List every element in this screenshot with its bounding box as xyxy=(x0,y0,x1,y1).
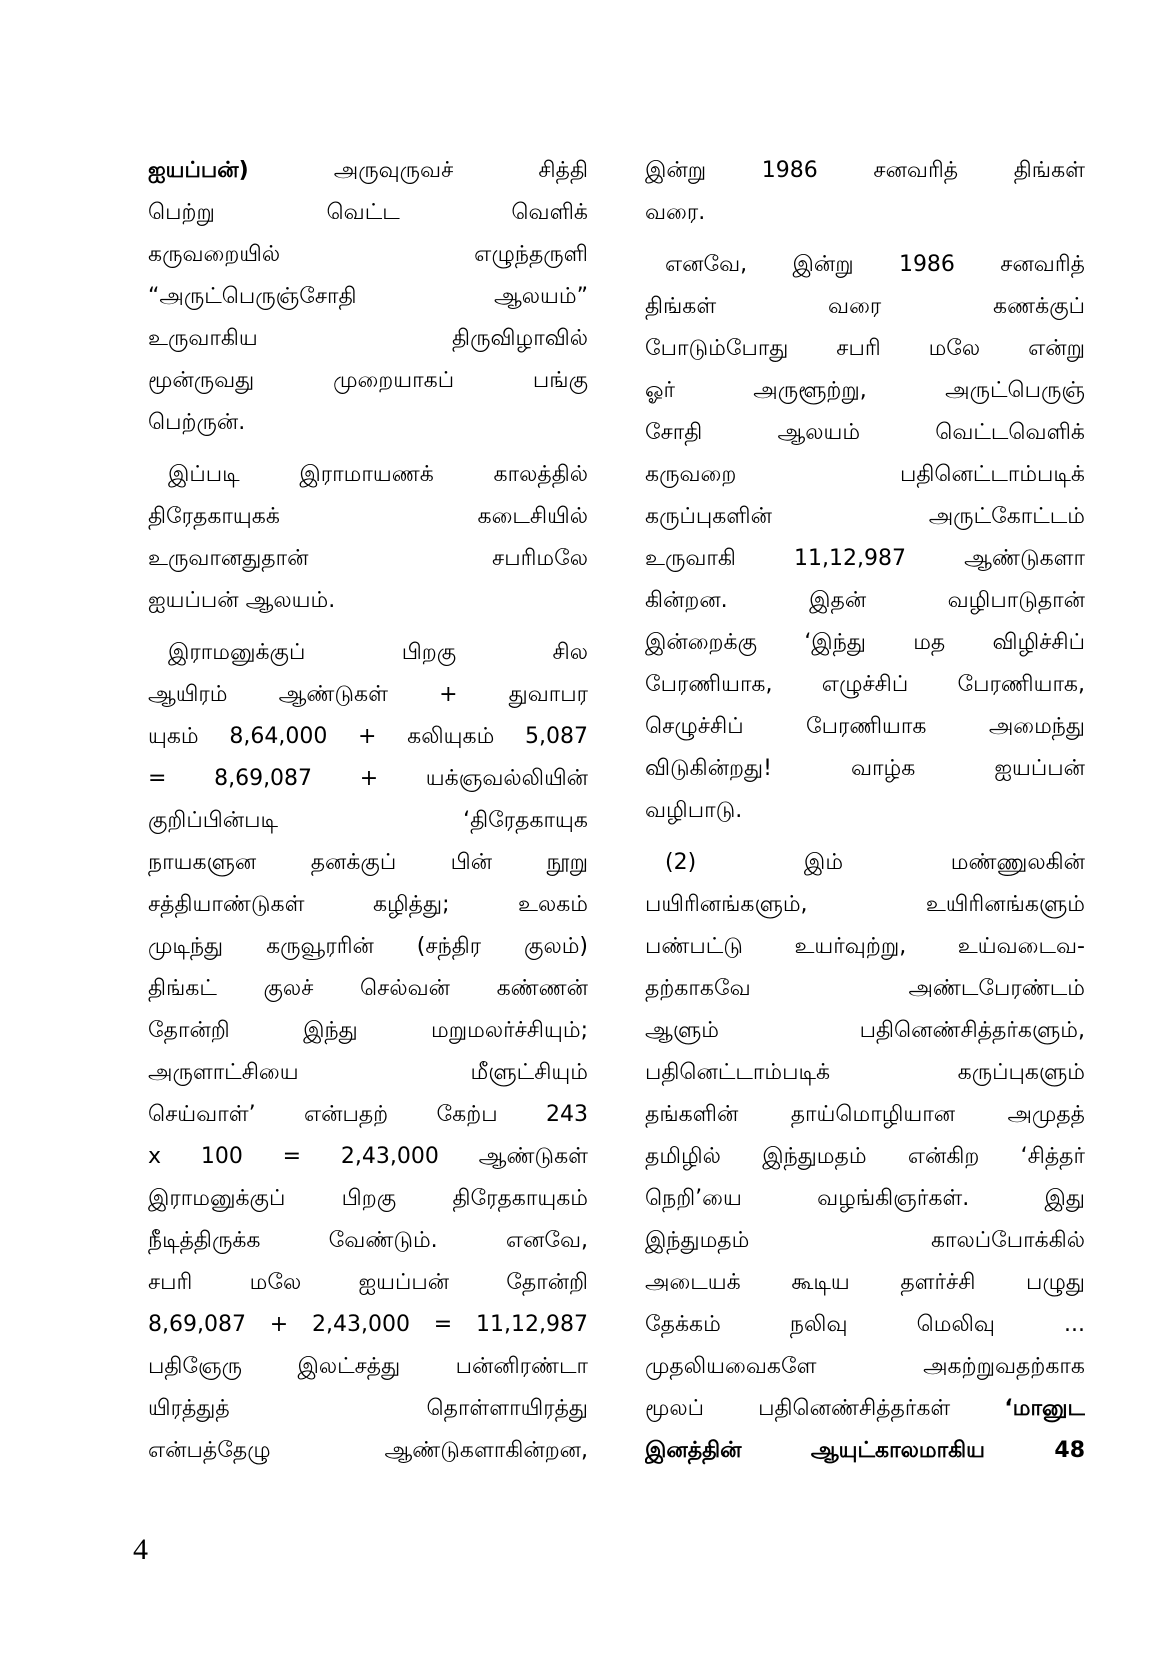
text-line: இனத்தின் ஆயுட்காலமாகிய 48 xyxy=(645,1438,1085,1463)
paragraph xyxy=(645,150,1085,234)
text-line: கின்றன. இதன் வழிபாடுதான் xyxy=(645,588,1085,613)
text-line: அருளாட்சியை மீளுட்சியும் xyxy=(148,1060,588,1085)
right-column xyxy=(645,150,1085,1472)
text-line: பெற்று வெட்ட வெளிக் xyxy=(148,200,588,225)
text-line xyxy=(645,1388,1085,1430)
text-line: திங்கள் வரை கணக்குப் xyxy=(645,294,1085,319)
text-line: நீடித்திருக்க வேண்டும். எனவே, xyxy=(148,1228,588,1253)
text-line: யிரத்துத் தொள்ளாயிரத்து xyxy=(148,1396,588,1421)
text-line: விடுகின்றது! வாழ்க ஐயப்பன் xyxy=(645,756,1085,781)
text-line: யுகம் 8,64,000 + கலியுகம் 5,087 xyxy=(148,724,588,749)
text-line: என்பத்தேழு ஆண்டுகளாகின்றன, xyxy=(148,1438,588,1463)
text-line: கருப்புகளின் அருட்கோட்டம் xyxy=(645,504,1085,529)
text-line: செய்வாள்’ என்பதற் கேற்ப 243 xyxy=(148,1102,588,1127)
text-line: இன்று 1986 சனவரித் திங்கள் xyxy=(645,158,1085,183)
text-line xyxy=(148,150,588,192)
text-line: மூன்ருவது முறையாகப் பங்கு xyxy=(148,368,588,393)
text-line: பதினெட்டாம்படிக் கருப்புகளும் xyxy=(645,1060,1085,1085)
text-line: குறிப்பின்படி ‘திரேதகாயுக xyxy=(148,808,588,833)
text-line: இராமனுக்குப் பிறகு சில xyxy=(168,640,588,665)
text-line: = 8,69,087 + யக்ஞவல்லியின் xyxy=(148,766,588,791)
bold-text: ‘மானுட xyxy=(1004,1396,1085,1421)
text-line: தங்களின் தாய்மொழியான அமுதத் xyxy=(645,1102,1085,1127)
text-line: இந்துமதம் காலப்போக்கில் xyxy=(645,1228,1085,1253)
text-line: (2) இம் மண்ணுலகின் xyxy=(665,850,1085,875)
text-line: கருவறையில் எழுந்தருளி xyxy=(148,242,588,267)
text-line: பெற்ருன். xyxy=(148,410,246,435)
text-line: நாயகளுன தனக்குப் பின் நூறு xyxy=(148,850,588,875)
text-line: தற்காகவே அண்டபேரண்டம் xyxy=(645,976,1085,1001)
text-line: கருவறை பதினெட்டாம்படிக் xyxy=(645,462,1085,487)
text-line: எனவே, இன்று 1986 சனவரித் xyxy=(665,252,1085,277)
text-line: செழுச்சிப் பேரணியாக அமைந்து xyxy=(645,714,1085,739)
text-line: வழிபாடு. xyxy=(645,798,743,823)
text-line: தோன்றி இந்து மறுமலர்ச்சியும்; xyxy=(148,1018,588,1043)
text-line: தேக்கம் நலிவு மெலிவு ... xyxy=(645,1312,1085,1337)
paragraph-gap xyxy=(148,622,588,632)
text-line: இப்படி இராமாயணக் காலத்தில் xyxy=(168,462,588,487)
text-line: பண்பட்டு உயர்வுற்று, உய்வடைவ- xyxy=(645,934,1085,959)
text-line: நெறி’யை வழங்கிஞர்கள். இது xyxy=(645,1186,1085,1211)
text-line: இன்றைக்கு ‘இந்து மத விழிச்சிப் xyxy=(645,630,1085,655)
paragraph xyxy=(148,150,588,444)
text-line: உருவானதுதான் சபரிமலே xyxy=(148,546,588,571)
text-line: தமிழில் இந்துமதம் என்கிற ‘சித்தர் xyxy=(645,1144,1085,1169)
paragraph xyxy=(148,632,588,1472)
text-line: 8,69,087 + 2,43,000 = 11,12,987 xyxy=(148,1312,588,1337)
text-line: வரை. xyxy=(645,200,706,225)
text-line: முடிந்து கருவூரரின் (சந்திர குலம்) xyxy=(148,934,588,959)
text-line: அடையக் கூடிய தளர்ச்சி பழுது xyxy=(645,1270,1085,1295)
text-line: பயிரினங்களும், உயிரினங்களும் xyxy=(645,892,1085,917)
text-line: திரேதகாயுகக் கடைசியில் xyxy=(148,504,588,529)
text-line: போடும்போது சபரி மலே என்று xyxy=(645,336,1085,361)
text-line: ஆளும் பதினெண்சித்தர்களும், xyxy=(645,1018,1085,1043)
text-span: அருவுருவச் சித்தி xyxy=(248,158,588,183)
text-line: உருவாகிய திருவிழாவில் xyxy=(148,326,588,351)
paragraph-gap xyxy=(148,444,588,454)
text-line: “அருட்பெருஞ்சோதி ஆலயம்” xyxy=(148,284,588,309)
text-line: சோதி ஆலயம் வெட்டவெளிக் xyxy=(645,420,1085,445)
text-line: பதிஞேரு இலட்சத்து பன்னிரண்டா xyxy=(148,1354,588,1379)
paragraph xyxy=(645,842,1085,1472)
paragraph-gap xyxy=(645,832,1085,842)
left-column xyxy=(148,150,588,1472)
text-line: திங்கட் குலச் செல்வன் கண்ணன் xyxy=(148,976,588,1001)
text-line: பேரணியாக, எழுச்சிப் பேரணியாக, xyxy=(645,672,1085,697)
text-line: சபரி மலே ஐயப்பன் தோன்றி xyxy=(148,1270,588,1295)
text-line: ஓர் அருளூற்று, அருட்பெருஞ் xyxy=(645,378,1085,403)
text-line: ஐயப்பன் ஆலயம். xyxy=(148,588,336,613)
text-line: உருவாகி 11,12,987 ஆண்டுகளா xyxy=(645,546,1085,571)
text-line: முதலியவைகளே அகற்றுவதற்காக xyxy=(645,1354,1085,1379)
bold-text: ஐயப்பன்) xyxy=(148,158,249,183)
text-line: இராமனுக்குப் பிறகு திரேதகாயுகம் xyxy=(148,1186,588,1211)
paragraph xyxy=(645,244,1085,832)
text-line: x 100 = 2,43,000 ஆண்டுகள் xyxy=(148,1144,588,1169)
paragraph-gap xyxy=(645,234,1085,244)
text-line: சத்தியாண்டுகள் கழித்து; உலகம் xyxy=(148,892,588,917)
paragraph xyxy=(148,454,588,622)
page-number: 4 xyxy=(133,1533,148,1566)
text-span: மூலப் பதினெண்சித்தர்கள் xyxy=(645,1396,1005,1421)
text-line: ஆயிரம் ஆண்டுகள் + துவாபர xyxy=(148,682,588,707)
